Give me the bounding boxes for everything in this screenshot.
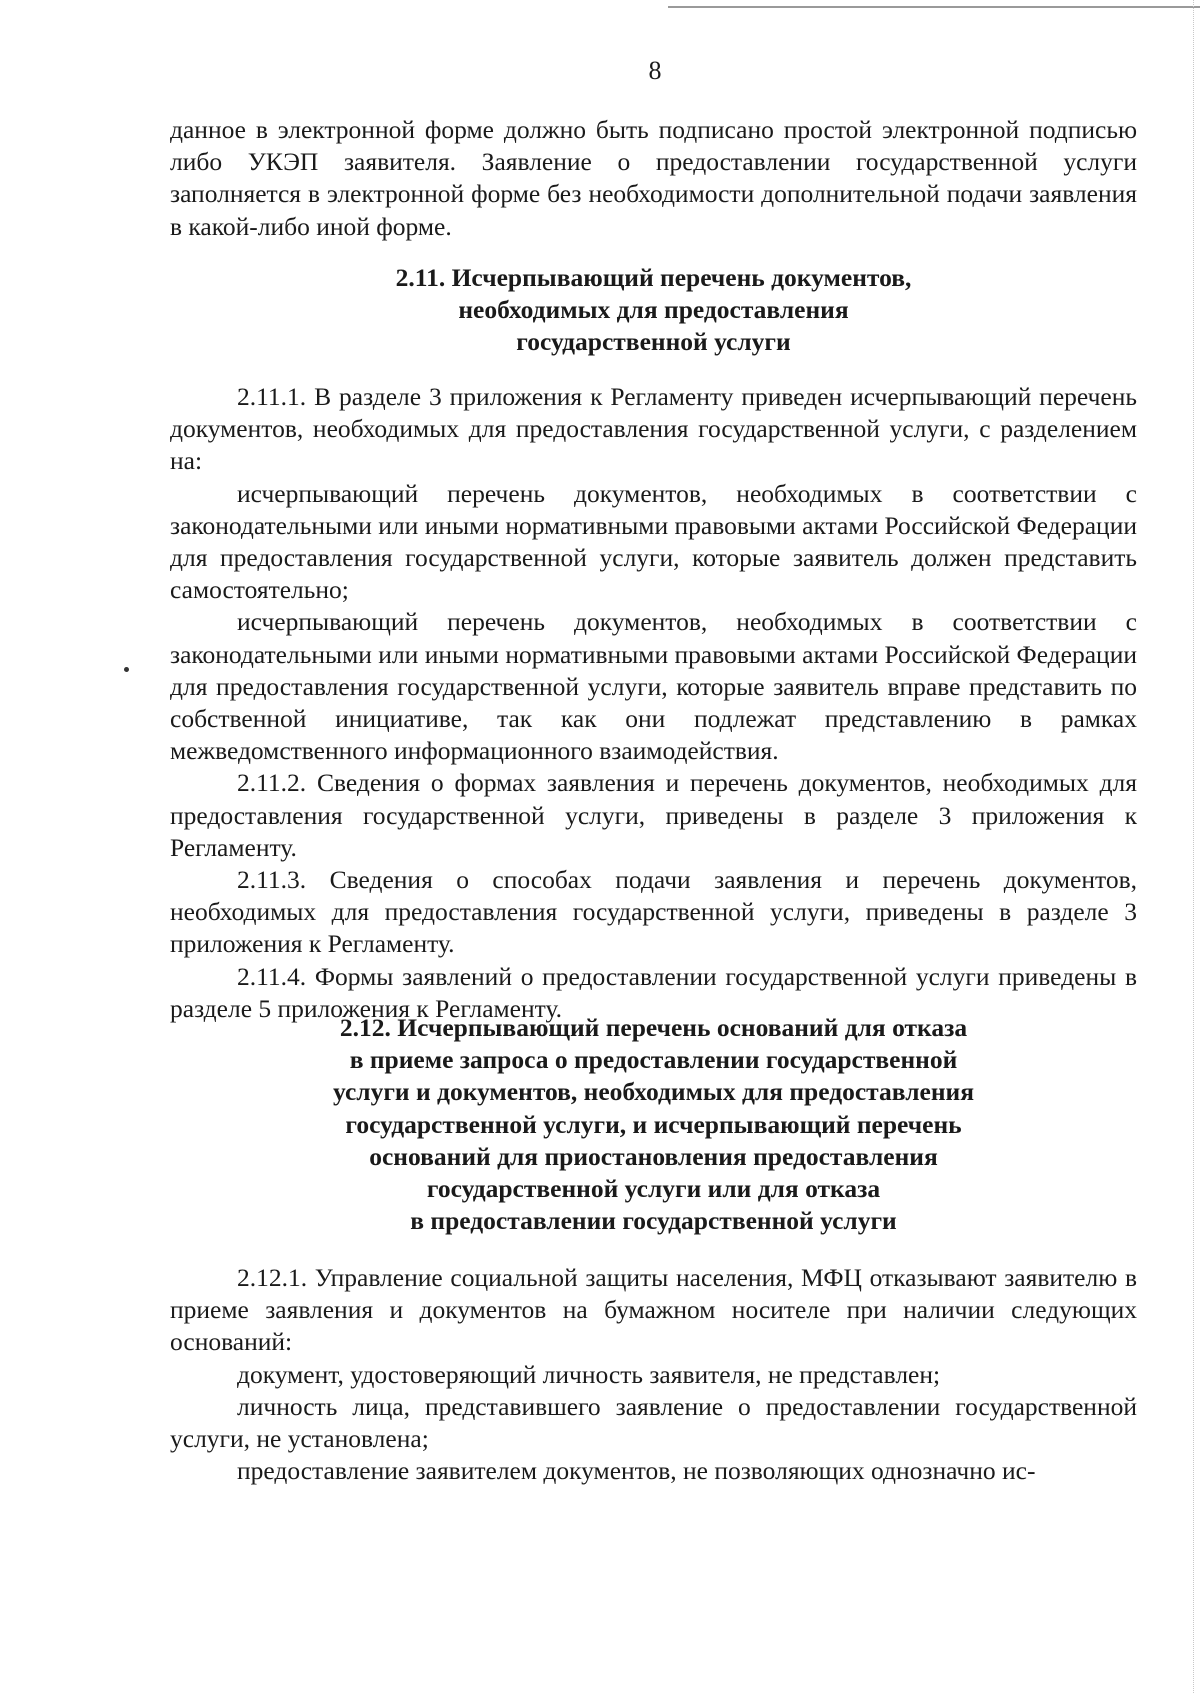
section-2-12-heading	[170, 1012, 1137, 1237]
intro-paragraph: данное в электронной форме должно быть подписано простой электронной подписью либо УКЭП заявителя. Заявление о предоставлении государственной услуги заполняется в электронной форме без необходимости дополнительной подачи заявления в какой-либо иной форме.	[170, 115, 1137, 241]
paragraph-2-11-1: 2.11.1. В разделе 3 приложения к Регламенту приведен исчерпывающий перечень документов, необходимых для предоставления государственной услуги, с разделением на:	[170, 382, 1137, 476]
heading-line: государственной услуги или для отказа	[426, 1174, 881, 1204]
heading-line: государственной услуги	[516, 327, 791, 357]
paragraph-2-11-3: 2.11.3. Сведения о способах подачи заявления и перечень документов, необходимых для предоставления государственной услуги, приведены в разделе 3 приложения к Регламенту.	[170, 865, 1137, 959]
page-number: 8	[648, 56, 662, 85]
heading-line: услуги и документов, необходимых для предоставления	[332, 1077, 974, 1107]
paragraph-2-11-2: 2.11.2. Сведения о формах заявления и перечень документов, необходимых для предоставления государственной услуги, приведены в разделе 3 приложения к Регламенту.	[170, 768, 1137, 862]
scan-speck	[124, 667, 129, 672]
paragraph-2-11-4: 2.11.4. Формы заявлений о предоставлении государственной услуги приведены в разделе 5 приложения к Регламенту.	[170, 961, 1137, 1023]
heading-line: в предоставлении государственной услуги	[410, 1206, 897, 1236]
list-item-identity-not-established: личность лица, представившего заявление о предоставлении государственной услуги, не установлена;	[170, 1391, 1137, 1454]
list-item-mandatory-docs: исчерпывающий перечень документов, необходимых в соответствии с законодательными или иными нормативными правовыми актами Российской Федерации для предоставления государственной услуги, которые заявитель должен представить самостоятельно;	[170, 478, 1137, 605]
list-item-no-id-document: документ, удостоверяющий личность заявителя, не представлен;	[237, 1359, 941, 1389]
section-2-12-body	[170, 1262, 1137, 1487]
section-2-11-body	[170, 381, 1137, 1025]
scan-top-rule	[668, 6, 1200, 8]
heading-line: оснований для приостановления предоставления	[369, 1141, 938, 1171]
heading-line: необходимых для предоставления	[458, 295, 849, 325]
list-item-ambiguous-documents: предоставление заявителем документов, не позволяющих однозначно ис-	[237, 1456, 1036, 1486]
heading-line: в приеме запроса о предоставлении государственной	[349, 1045, 958, 1075]
scan-right-edge	[1193, 0, 1194, 1693]
section-2-11-heading	[170, 262, 1137, 359]
heading-line: государственной услуги, и исчерпывающий перечень	[345, 1109, 962, 1139]
heading-line: 2.12. Исчерпывающий перечень оснований для отказа	[339, 1013, 968, 1042]
heading-line: 2.11. Исчерпывающий перечень документов,	[395, 263, 912, 292]
intro-block	[170, 114, 1137, 243]
list-item-optional-docs: исчерпывающий перечень документов, необходимых в соответствии с законодательными или иными нормативными правовыми актами Российской Федерации для предоставления государственной услуги, которые заявитель вправе представить по собственной инициативе, так как они подлежат представлению в рамках межведомственного информационного взаимодействия.	[170, 607, 1137, 766]
paragraph-2-12-1: 2.12.1. Управление социальной защиты населения, МФЦ отказывают заявителю в приеме заявления и документов на бумажном носителе при наличии следующих оснований:	[170, 1263, 1137, 1357]
